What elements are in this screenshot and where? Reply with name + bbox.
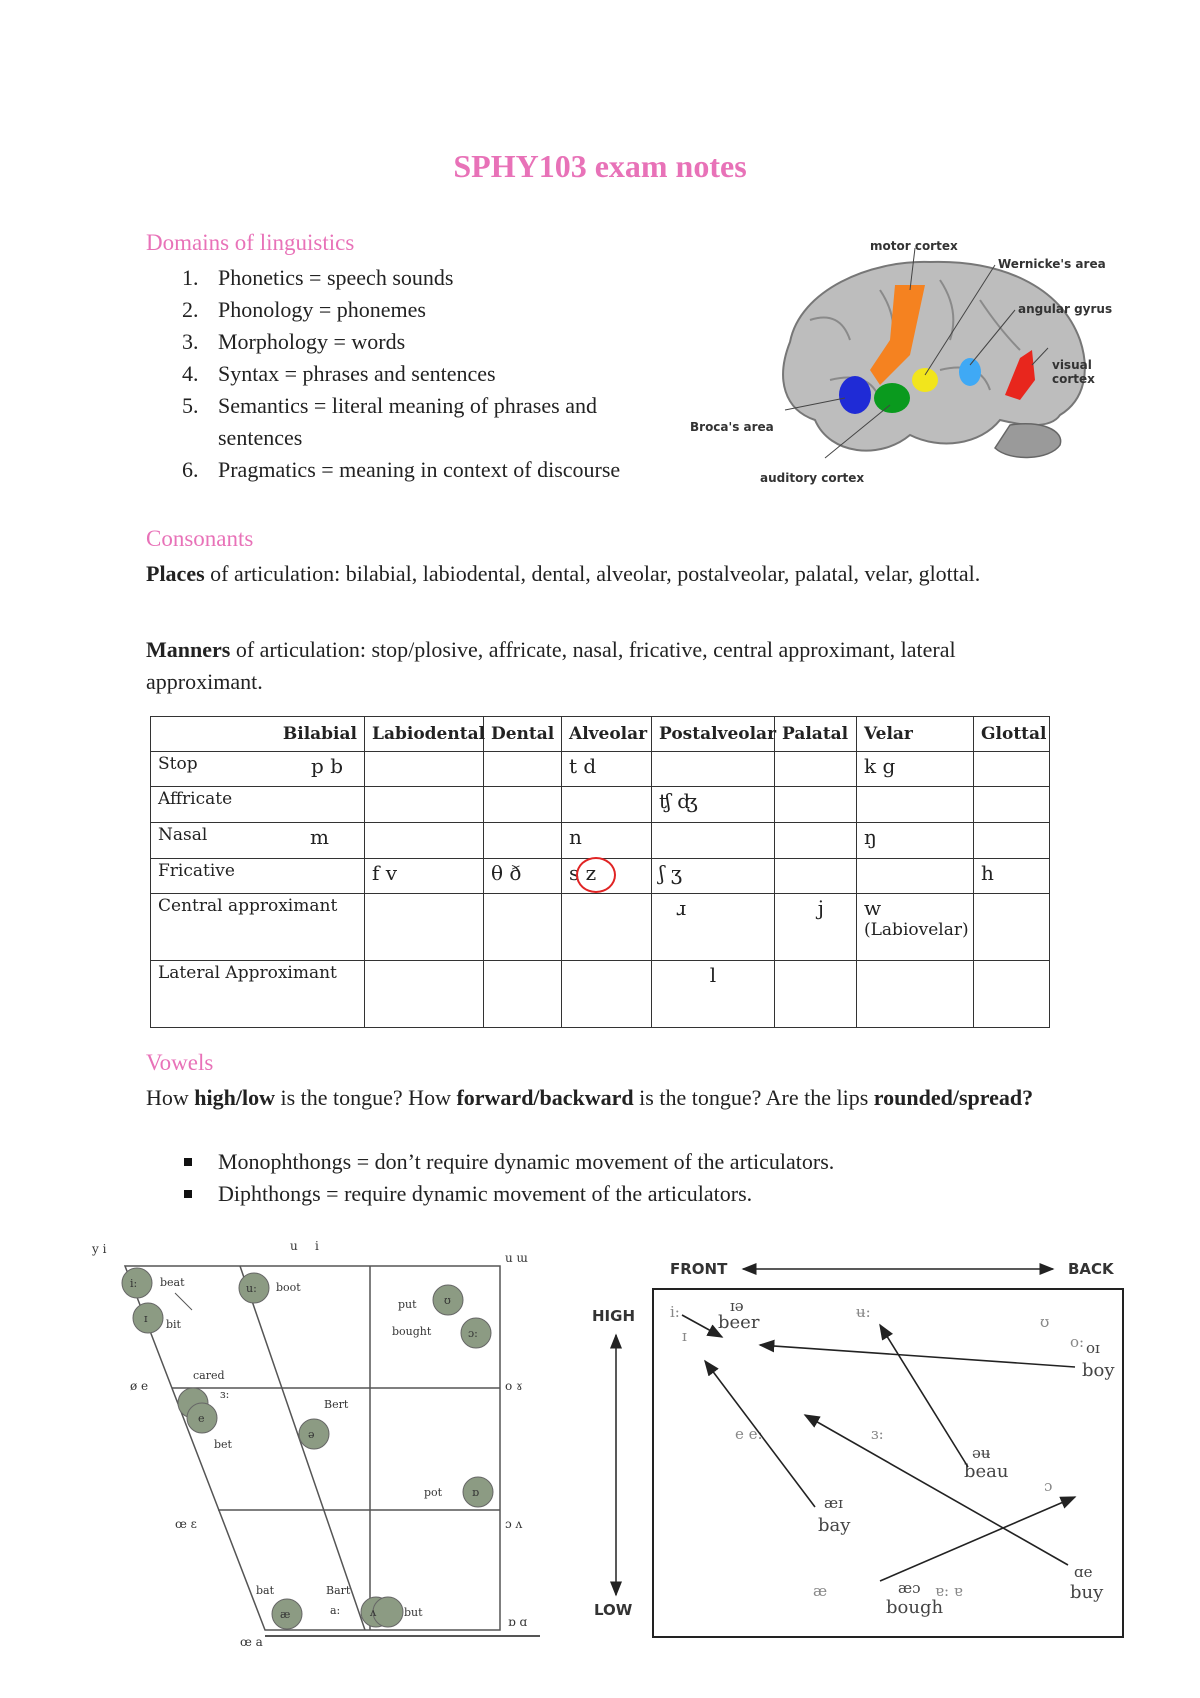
word-beer: beer — [718, 1312, 760, 1333]
cell-manner: Central approximant — [151, 894, 365, 961]
domains-list — [146, 262, 706, 486]
table-row — [151, 894, 1050, 961]
cell-manner: Nasal m — [151, 823, 365, 859]
header-palatal: Palatal — [775, 717, 857, 752]
word-label: Bart — [326, 1584, 351, 1597]
diphthong-chart — [580, 1255, 1140, 1655]
word-label: Bert — [324, 1398, 349, 1411]
cell-manner: Fricative — [151, 859, 365, 894]
word-beau: beau — [964, 1461, 1009, 1482]
svg-text:ɪ: ɪ — [144, 1312, 148, 1325]
cell — [484, 823, 562, 859]
label-auditory-cortex: auditory cortex — [760, 471, 865, 485]
cell: l — [652, 961, 775, 1028]
cell — [562, 787, 652, 823]
svg-text:ɜ:: ɜ: — [871, 1425, 884, 1443]
vowel-chart — [80, 1238, 550, 1648]
svg-text:a:: a: — [330, 1604, 341, 1617]
word-buy: buy — [1070, 1582, 1104, 1603]
list-item: Diphthongs = require dynamic movement of the articulators. — [146, 1178, 1046, 1210]
svg-text:i:: i: — [670, 1303, 680, 1321]
label-cortex: cortex — [1052, 372, 1095, 386]
cell — [365, 752, 484, 787]
label: ɒ ɑ — [508, 1615, 528, 1629]
cell: θ ð — [484, 859, 562, 894]
svg-text:ʊ: ʊ — [444, 1294, 451, 1307]
domains-heading: Domains of linguistics — [146, 230, 355, 255]
label-wernickes-area: Wernicke's area — [998, 257, 1106, 271]
svg-text:o:: o: — [1070, 1333, 1085, 1351]
word-label: pot — [424, 1486, 443, 1499]
word-label: beat — [160, 1276, 185, 1289]
label: ø e — [130, 1379, 149, 1393]
list-item: 2. Phonology = phonemes — [182, 297, 426, 322]
word-bough: bough — [886, 1597, 944, 1618]
svg-text:əʉ: əʉ — [972, 1444, 991, 1462]
word-label: bit — [166, 1318, 181, 1331]
brocas-area-region — [839, 376, 871, 414]
cell-manner: Affricate — [151, 787, 365, 823]
svg-text:æ: æ — [280, 1608, 291, 1621]
highlight-circle — [576, 857, 616, 893]
cell — [484, 752, 562, 787]
cell: w (Labiovelar) — [857, 894, 974, 961]
word-label: boot — [276, 1281, 301, 1294]
label-brocas-area: Broca's area — [690, 420, 774, 434]
list-item: Monophthongs = don’t require dynamic movement of the articulators. — [146, 1146, 1046, 1178]
svg-text:ɑe: ɑe — [1074, 1563, 1093, 1581]
label-motor-cortex: motor cortex — [870, 239, 958, 253]
cell: t d — [562, 752, 652, 787]
cell — [775, 823, 857, 859]
svg-text:ɒ: ɒ — [472, 1486, 480, 1499]
back-label: BACK — [1068, 1260, 1114, 1278]
list-item: 5. Semantics = literal meaning of phrases and sentences — [182, 393, 597, 450]
svg-text:ɜ:: ɜ: — [220, 1388, 230, 1401]
svg-text:e e:: e e: — [735, 1425, 763, 1443]
cell-manner: Stop p b — [151, 752, 365, 787]
cell: ŋ — [857, 823, 974, 859]
svg-text:u:: u: — [246, 1282, 257, 1295]
auditory-cortex-region — [874, 383, 910, 413]
cell — [365, 823, 484, 859]
cell — [775, 787, 857, 823]
label-angular-gyrus: angular gyrus — [1018, 302, 1113, 316]
label: u — [290, 1239, 298, 1253]
cell: ʃ ʒ — [652, 859, 775, 894]
header-alveolar: Alveolar — [562, 717, 652, 752]
cell — [857, 961, 974, 1028]
consonants-heading: Consonants — [146, 526, 254, 551]
svg-text:ɐ: ɐ: ɐ: ɐ — [935, 1582, 963, 1600]
cell — [484, 961, 562, 1028]
header-bilabial: Bilabial — [151, 717, 365, 752]
cell-alveolar-fricative: s z — [562, 859, 652, 894]
word-label: cared — [193, 1369, 225, 1382]
cell: ʧ ʤ — [652, 787, 775, 823]
svg-text:æɪ: æɪ — [824, 1494, 843, 1512]
svg-text:ɔ:: ɔ: — [468, 1327, 478, 1340]
low-label: LOW — [594, 1601, 633, 1619]
consonant-table — [150, 716, 1050, 1028]
svg-text:ʊ: ʊ — [1040, 1313, 1050, 1331]
cell — [974, 787, 1050, 823]
word-boy: boy — [1082, 1360, 1115, 1381]
angular-gyrus-region — [959, 358, 981, 386]
word-label: put — [398, 1298, 417, 1311]
svg-text:oɪ: oɪ — [1086, 1339, 1100, 1357]
table-row — [151, 823, 1050, 859]
cell — [974, 752, 1050, 787]
manners-paragraph: Manners of articulation: stop/plosive, affricate, nasal, fricative, central approximant, lateral approximant. — [146, 637, 956, 694]
list-item: 1. Phonetics = speech sounds — [182, 265, 454, 290]
word-label: bought — [392, 1325, 432, 1338]
table-row — [151, 787, 1050, 823]
cell-manner: Lateral Approximant — [151, 961, 365, 1028]
label: o ɤ — [505, 1379, 523, 1393]
label: u ɯ — [505, 1251, 528, 1265]
cell: h — [974, 859, 1050, 894]
header-labiodental: Labiodental — [365, 717, 484, 752]
svg-text:æɔ: æɔ — [898, 1579, 921, 1597]
cell — [775, 859, 857, 894]
cell — [974, 823, 1050, 859]
brain-diagram — [680, 230, 1120, 500]
table-row — [151, 752, 1050, 787]
page-title: SPHY103 exam notes — [453, 148, 747, 184]
cell — [365, 894, 484, 961]
svg-text:ɔ: ɔ — [1044, 1477, 1053, 1495]
table-row — [151, 961, 1050, 1028]
cell — [562, 961, 652, 1028]
word-bay: bay — [818, 1515, 851, 1536]
cell: n — [562, 823, 652, 859]
cell — [562, 894, 652, 961]
vowels-bullets — [146, 1146, 1046, 1210]
vowels-heading: Vowels — [146, 1050, 214, 1075]
svg-text:æ: æ — [813, 1582, 828, 1600]
word-label: but — [404, 1606, 423, 1619]
cell: j — [775, 894, 857, 961]
svg-text:ʌ: ʌ — [370, 1606, 377, 1619]
cerebellum — [995, 424, 1061, 458]
header-postalveolar: Postalveolar — [652, 717, 775, 752]
list-item: 4. Syntax = phrases and sentences — [182, 361, 496, 386]
places-paragraph: Places of articulation: bilabial, labiodental, dental, alveolar, postalveolar, palatal, velar, glottal. — [146, 561, 981, 586]
cell — [652, 752, 775, 787]
label: i — [315, 1239, 319, 1253]
cell — [857, 787, 974, 823]
header-velar: Velar — [857, 717, 974, 752]
cell — [775, 961, 857, 1028]
svg-text:ə: ə — [308, 1428, 315, 1441]
cell: k g — [857, 752, 974, 787]
cell — [652, 823, 775, 859]
list-item: 6. Pragmatics = meaning in context of discourse — [182, 457, 621, 482]
front-label: FRONT — [670, 1260, 728, 1278]
cell: ɹ — [652, 894, 775, 961]
header-glottal: Glottal — [974, 717, 1050, 752]
header-dental: Dental — [484, 717, 562, 752]
svg-text:ʉ:: ʉ: — [856, 1303, 871, 1321]
svg-text:i:: i: — [130, 1277, 138, 1290]
word-label: bet — [214, 1438, 232, 1451]
cell — [974, 961, 1050, 1028]
table-header-row — [151, 717, 1050, 752]
cell — [857, 859, 974, 894]
word-label: bat — [256, 1584, 275, 1597]
vowels-question: How high/low is the tongue? How forward/backward is the tongue? Are the lips rounded/spread? — [146, 1085, 1034, 1110]
label-visual: visual — [1052, 358, 1092, 372]
cell — [484, 787, 562, 823]
svg-text:e: e — [198, 1412, 205, 1425]
cell — [484, 894, 562, 961]
wernickes-area-region — [912, 368, 938, 392]
cell — [365, 787, 484, 823]
label: y i — [92, 1242, 107, 1256]
list-item: 3. Morphology = words — [182, 329, 406, 354]
table-row — [151, 859, 1050, 894]
cell: f v — [365, 859, 484, 894]
svg-text:ɪə: ɪə — [730, 1297, 744, 1315]
label: ɔ ʌ — [505, 1517, 523, 1531]
svg-text:ɪ: ɪ — [682, 1327, 687, 1345]
label: œ a — [240, 1635, 263, 1648]
label: œ ɛ — [175, 1517, 197, 1531]
cell — [365, 961, 484, 1028]
high-label: HIGH — [592, 1307, 636, 1325]
cell — [775, 752, 857, 787]
cell — [974, 894, 1050, 961]
